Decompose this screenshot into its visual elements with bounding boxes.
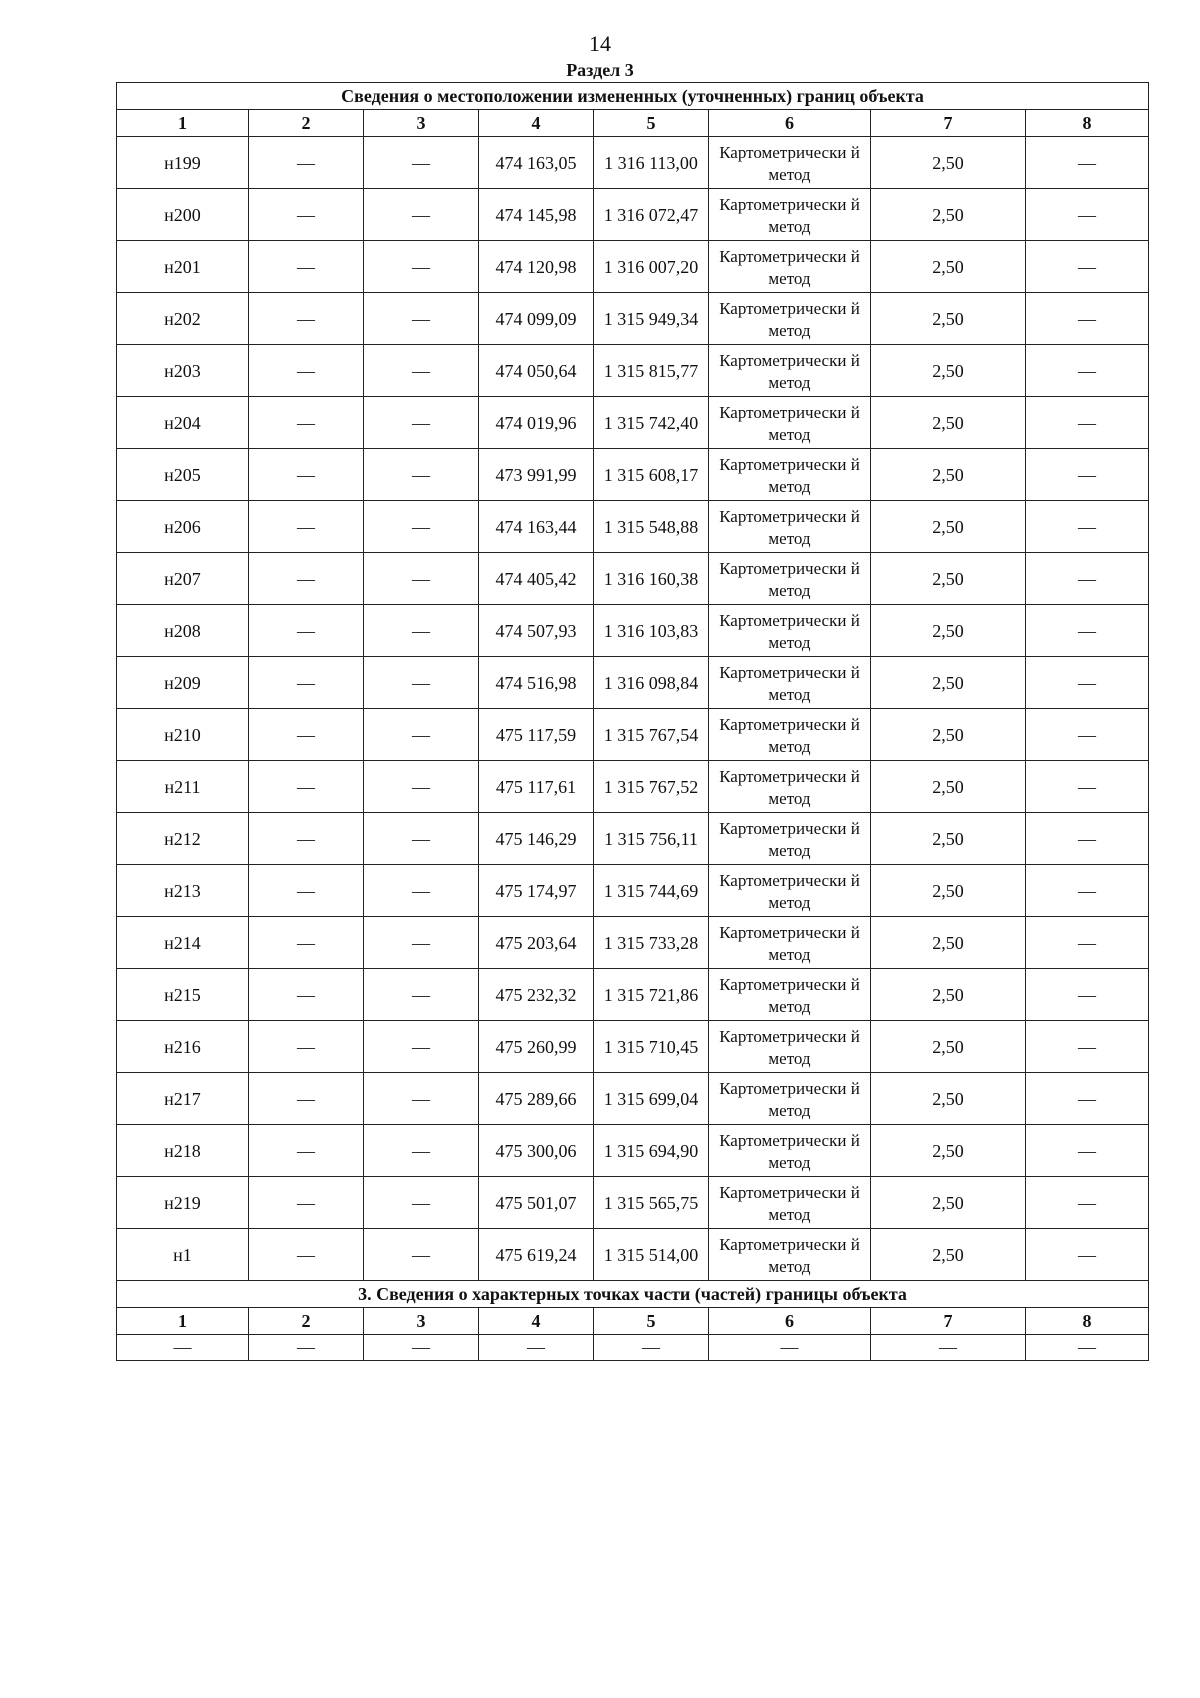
- point-id: н219: [117, 1177, 249, 1229]
- y-coordinate: 1 315 548,88: [594, 501, 709, 553]
- col8-value: —: [1026, 1229, 1149, 1281]
- x-coordinate: 475 619,24: [479, 1229, 594, 1281]
- accuracy: 2,50: [871, 657, 1026, 709]
- col3-value: —: [364, 397, 479, 449]
- method: Картометрически й метод: [709, 137, 871, 189]
- method: Картометрически й метод: [709, 969, 871, 1021]
- parts-cell: —: [709, 1335, 871, 1361]
- method: Картометрически й метод: [709, 1021, 871, 1073]
- col3-value: —: [364, 1177, 479, 1229]
- parts-cell: —: [364, 1335, 479, 1361]
- parts-cell: —: [594, 1335, 709, 1361]
- y-coordinate: 1 315 694,90: [594, 1125, 709, 1177]
- y-coordinate: 1 315 710,45: [594, 1021, 709, 1073]
- col3-value: —: [364, 969, 479, 1021]
- accuracy: 2,50: [871, 917, 1026, 969]
- y-coordinate: 1 315 699,04: [594, 1073, 709, 1125]
- col2-value: —: [249, 813, 364, 865]
- accuracy: 2,50: [871, 709, 1026, 761]
- col3-value: —: [364, 709, 479, 761]
- x-coordinate: 475 146,29: [479, 813, 594, 865]
- method: Картометрически й метод: [709, 917, 871, 969]
- table-row: [117, 709, 1149, 761]
- col2-value: —: [249, 761, 364, 813]
- col8-value: —: [1026, 813, 1149, 865]
- y-coordinate: 1 315 756,11: [594, 813, 709, 865]
- y-coordinate: 1 315 514,00: [594, 1229, 709, 1281]
- accuracy: 2,50: [871, 553, 1026, 605]
- table-row: [117, 241, 1149, 293]
- point-id: н205: [117, 449, 249, 501]
- accuracy: 2,50: [871, 501, 1026, 553]
- y-coordinate: 1 316 113,00: [594, 137, 709, 189]
- method: Картометрически й метод: [709, 345, 871, 397]
- method: Картометрически й метод: [709, 1229, 871, 1281]
- x-coordinate: 473 991,99: [479, 449, 594, 501]
- col2-value: —: [249, 1229, 364, 1281]
- accuracy: 2,50: [871, 865, 1026, 917]
- x-coordinate: 474 050,64: [479, 345, 594, 397]
- col8-value: —: [1026, 1125, 1149, 1177]
- method: Картометрически й метод: [709, 501, 871, 553]
- table-row: [117, 501, 1149, 553]
- section-title: Раздел 3: [566, 60, 634, 80]
- x-coordinate: 474 163,05: [479, 137, 594, 189]
- col3-value: —: [364, 1125, 479, 1177]
- parts-cell: —: [249, 1335, 364, 1361]
- col8-value: —: [1026, 293, 1149, 345]
- point-id: н206: [117, 501, 249, 553]
- method: Картометрически й метод: [709, 1125, 871, 1177]
- x-coordinate: 474 507,93: [479, 605, 594, 657]
- x-coordinate: 475 260,99: [479, 1021, 594, 1073]
- col3-value: —: [364, 657, 479, 709]
- table-row: [117, 449, 1149, 501]
- col8-value: —: [1026, 969, 1149, 1021]
- column-header: 7: [871, 110, 1026, 137]
- col3-value: —: [364, 1073, 479, 1125]
- col8-value: —: [1026, 657, 1149, 709]
- x-coordinate: 475 117,61: [479, 761, 594, 813]
- parts-header-row: [117, 1308, 1149, 1335]
- point-id: н215: [117, 969, 249, 1021]
- x-coordinate: 475 501,07: [479, 1177, 594, 1229]
- table-row: [117, 761, 1149, 813]
- col2-value: —: [249, 345, 364, 397]
- accuracy: 2,50: [871, 189, 1026, 241]
- column-header: 5: [594, 110, 709, 137]
- accuracy: 2,50: [871, 761, 1026, 813]
- col2-value: —: [249, 605, 364, 657]
- point-id: н210: [117, 709, 249, 761]
- table-body: [117, 83, 1149, 1281]
- column-header: 1: [117, 110, 249, 137]
- point-id: н204: [117, 397, 249, 449]
- y-coordinate: 1 315 767,52: [594, 761, 709, 813]
- x-coordinate: 474 120,98: [479, 241, 594, 293]
- y-coordinate: 1 315 744,69: [594, 865, 709, 917]
- col8-value: —: [1026, 917, 1149, 969]
- method: Картометрически й метод: [709, 553, 871, 605]
- table-row: [117, 1125, 1149, 1177]
- col3-value: —: [364, 293, 479, 345]
- accuracy: 2,50: [871, 1125, 1026, 1177]
- column-header: 4: [479, 110, 594, 137]
- col3-value: —: [364, 605, 479, 657]
- method: Картометрически й метод: [709, 657, 871, 709]
- table-caption-row: [117, 83, 1149, 110]
- col2-value: —: [249, 189, 364, 241]
- col3-value: —: [364, 917, 479, 969]
- y-coordinate: 1 315 608,17: [594, 449, 709, 501]
- x-coordinate: 475 289,66: [479, 1073, 594, 1125]
- x-coordinate: 474 145,98: [479, 189, 594, 241]
- col3-value: —: [364, 241, 479, 293]
- page-number: 14: [589, 31, 611, 56]
- parts-cell: —: [479, 1335, 594, 1361]
- point-id: н201: [117, 241, 249, 293]
- col2-value: —: [249, 1177, 364, 1229]
- x-coordinate: 475 300,06: [479, 1125, 594, 1177]
- x-coordinate: 475 174,97: [479, 865, 594, 917]
- table-row: [117, 657, 1149, 709]
- table-row: [117, 605, 1149, 657]
- table-row: [117, 293, 1149, 345]
- col8-value: —: [1026, 345, 1149, 397]
- method: Картометрически й метод: [709, 605, 871, 657]
- col8-value: —: [1026, 605, 1149, 657]
- col2-value: —: [249, 241, 364, 293]
- table-row: [117, 553, 1149, 605]
- point-id: н218: [117, 1125, 249, 1177]
- col8-value: —: [1026, 397, 1149, 449]
- table-row: [117, 1021, 1149, 1073]
- y-coordinate: 1 316 072,47: [594, 189, 709, 241]
- table-row: [117, 137, 1149, 189]
- y-coordinate: 1 315 733,28: [594, 917, 709, 969]
- col8-value: —: [1026, 189, 1149, 241]
- col8-value: —: [1026, 241, 1149, 293]
- col3-value: —: [364, 761, 479, 813]
- x-coordinate: 475 232,32: [479, 969, 594, 1021]
- point-id: н212: [117, 813, 249, 865]
- parts-cell: —: [871, 1335, 1026, 1361]
- table-row: [117, 345, 1149, 397]
- col8-value: —: [1026, 709, 1149, 761]
- col3-value: —: [364, 449, 479, 501]
- accuracy: 2,50: [871, 969, 1026, 1021]
- table-row: [117, 969, 1149, 1021]
- point-id: н202: [117, 293, 249, 345]
- parts-column-header: 8: [1026, 1308, 1149, 1335]
- table-row: [117, 917, 1149, 969]
- col2-value: —: [249, 917, 364, 969]
- point-id: н200: [117, 189, 249, 241]
- y-coordinate: 1 315 949,34: [594, 293, 709, 345]
- col2-value: —: [249, 553, 364, 605]
- accuracy: 2,50: [871, 293, 1026, 345]
- point-id: н208: [117, 605, 249, 657]
- col2-value: —: [249, 501, 364, 553]
- y-coordinate: 1 315 742,40: [594, 397, 709, 449]
- col8-value: —: [1026, 1073, 1149, 1125]
- method: Картометрически й метод: [709, 709, 871, 761]
- parts-column-header: 5: [594, 1308, 709, 1335]
- method: Картометрически й метод: [709, 241, 871, 293]
- y-coordinate: 1 315 767,54: [594, 709, 709, 761]
- point-id: н216: [117, 1021, 249, 1073]
- y-coordinate: 1 316 160,38: [594, 553, 709, 605]
- parts-table-body: [117, 1281, 1149, 1361]
- accuracy: 2,50: [871, 449, 1026, 501]
- method: Картометрически й метод: [709, 761, 871, 813]
- column-header: 8: [1026, 110, 1149, 137]
- y-coordinate: 1 316 007,20: [594, 241, 709, 293]
- col2-value: —: [249, 137, 364, 189]
- x-coordinate: 474 405,42: [479, 553, 594, 605]
- col3-value: —: [364, 1229, 479, 1281]
- table-row: [117, 1073, 1149, 1125]
- col3-value: —: [364, 345, 479, 397]
- column-header: 6: [709, 110, 871, 137]
- parts-column-header: 6: [709, 1308, 871, 1335]
- accuracy: 2,50: [871, 345, 1026, 397]
- parts-cell: —: [1026, 1335, 1149, 1361]
- column-header: 3: [364, 110, 479, 137]
- accuracy: 2,50: [871, 241, 1026, 293]
- table-row: [117, 1177, 1149, 1229]
- method: Картометрически й метод: [709, 189, 871, 241]
- column-header: 2: [249, 110, 364, 137]
- table-row: [117, 813, 1149, 865]
- point-id: н209: [117, 657, 249, 709]
- col3-value: —: [364, 865, 479, 917]
- point-id: н213: [117, 865, 249, 917]
- col8-value: —: [1026, 865, 1149, 917]
- col8-value: —: [1026, 761, 1149, 813]
- col2-value: —: [249, 1125, 364, 1177]
- table-row: [117, 189, 1149, 241]
- method: Картометрически й метод: [709, 1177, 871, 1229]
- parts-row: [117, 1335, 1149, 1361]
- table-caption: Сведения о местоположении измененных (уточненных) границ объекта: [117, 83, 1149, 110]
- accuracy: 2,50: [871, 1229, 1026, 1281]
- col2-value: —: [249, 397, 364, 449]
- parts-caption: 3. Сведения о характерных точках части (частей) границы объекта: [117, 1281, 1149, 1308]
- y-coordinate: 1 316 103,83: [594, 605, 709, 657]
- col2-value: —: [249, 865, 364, 917]
- col3-value: —: [364, 1021, 479, 1073]
- col3-value: —: [364, 137, 479, 189]
- table-row: [117, 397, 1149, 449]
- col8-value: —: [1026, 553, 1149, 605]
- y-coordinate: 1 315 721,86: [594, 969, 709, 1021]
- method: Картометрически й метод: [709, 813, 871, 865]
- point-id: н211: [117, 761, 249, 813]
- col2-value: —: [249, 969, 364, 1021]
- col2-value: —: [249, 1073, 364, 1125]
- table-row: [117, 1229, 1149, 1281]
- method: Картометрически й метод: [709, 1073, 871, 1125]
- col8-value: —: [1026, 449, 1149, 501]
- accuracy: 2,50: [871, 1073, 1026, 1125]
- col3-value: —: [364, 553, 479, 605]
- point-id: н1: [117, 1229, 249, 1281]
- parts-column-header: 1: [117, 1308, 249, 1335]
- y-coordinate: 1 315 815,77: [594, 345, 709, 397]
- col2-value: —: [249, 709, 364, 761]
- accuracy: 2,50: [871, 1021, 1026, 1073]
- method: Картометрически й метод: [709, 865, 871, 917]
- col3-value: —: [364, 189, 479, 241]
- boundary-points-table: [116, 82, 1149, 1361]
- point-id: н217: [117, 1073, 249, 1125]
- col8-value: —: [1026, 137, 1149, 189]
- table-row: [117, 865, 1149, 917]
- col8-value: —: [1026, 501, 1149, 553]
- column-header-row: [117, 110, 1149, 137]
- accuracy: 2,50: [871, 1177, 1026, 1229]
- x-coordinate: 475 117,59: [479, 709, 594, 761]
- col8-value: —: [1026, 1177, 1149, 1229]
- col2-value: —: [249, 293, 364, 345]
- col2-value: —: [249, 657, 364, 709]
- col2-value: —: [249, 449, 364, 501]
- method: Картометрически й метод: [709, 293, 871, 345]
- accuracy: 2,50: [871, 397, 1026, 449]
- x-coordinate: 475 203,64: [479, 917, 594, 969]
- parts-column-header: 4: [479, 1308, 594, 1335]
- method: Картометрически й метод: [709, 397, 871, 449]
- x-coordinate: 474 516,98: [479, 657, 594, 709]
- method: Картометрически й метод: [709, 449, 871, 501]
- point-id: н199: [117, 137, 249, 189]
- parts-cell: —: [117, 1335, 249, 1361]
- accuracy: 2,50: [871, 813, 1026, 865]
- col3-value: —: [364, 501, 479, 553]
- y-coordinate: 1 316 098,84: [594, 657, 709, 709]
- point-id: н207: [117, 553, 249, 605]
- parts-column-header: 2: [249, 1308, 364, 1335]
- point-id: н203: [117, 345, 249, 397]
- y-coordinate: 1 315 565,75: [594, 1177, 709, 1229]
- parts-caption-row: [117, 1281, 1149, 1308]
- parts-column-header: 7: [871, 1308, 1026, 1335]
- col3-value: —: [364, 813, 479, 865]
- x-coordinate: 474 019,96: [479, 397, 594, 449]
- col8-value: —: [1026, 1021, 1149, 1073]
- col2-value: —: [249, 1021, 364, 1073]
- x-coordinate: 474 163,44: [479, 501, 594, 553]
- point-id: н214: [117, 917, 249, 969]
- x-coordinate: 474 099,09: [479, 293, 594, 345]
- parts-column-header: 3: [364, 1308, 479, 1335]
- accuracy: 2,50: [871, 605, 1026, 657]
- accuracy: 2,50: [871, 137, 1026, 189]
